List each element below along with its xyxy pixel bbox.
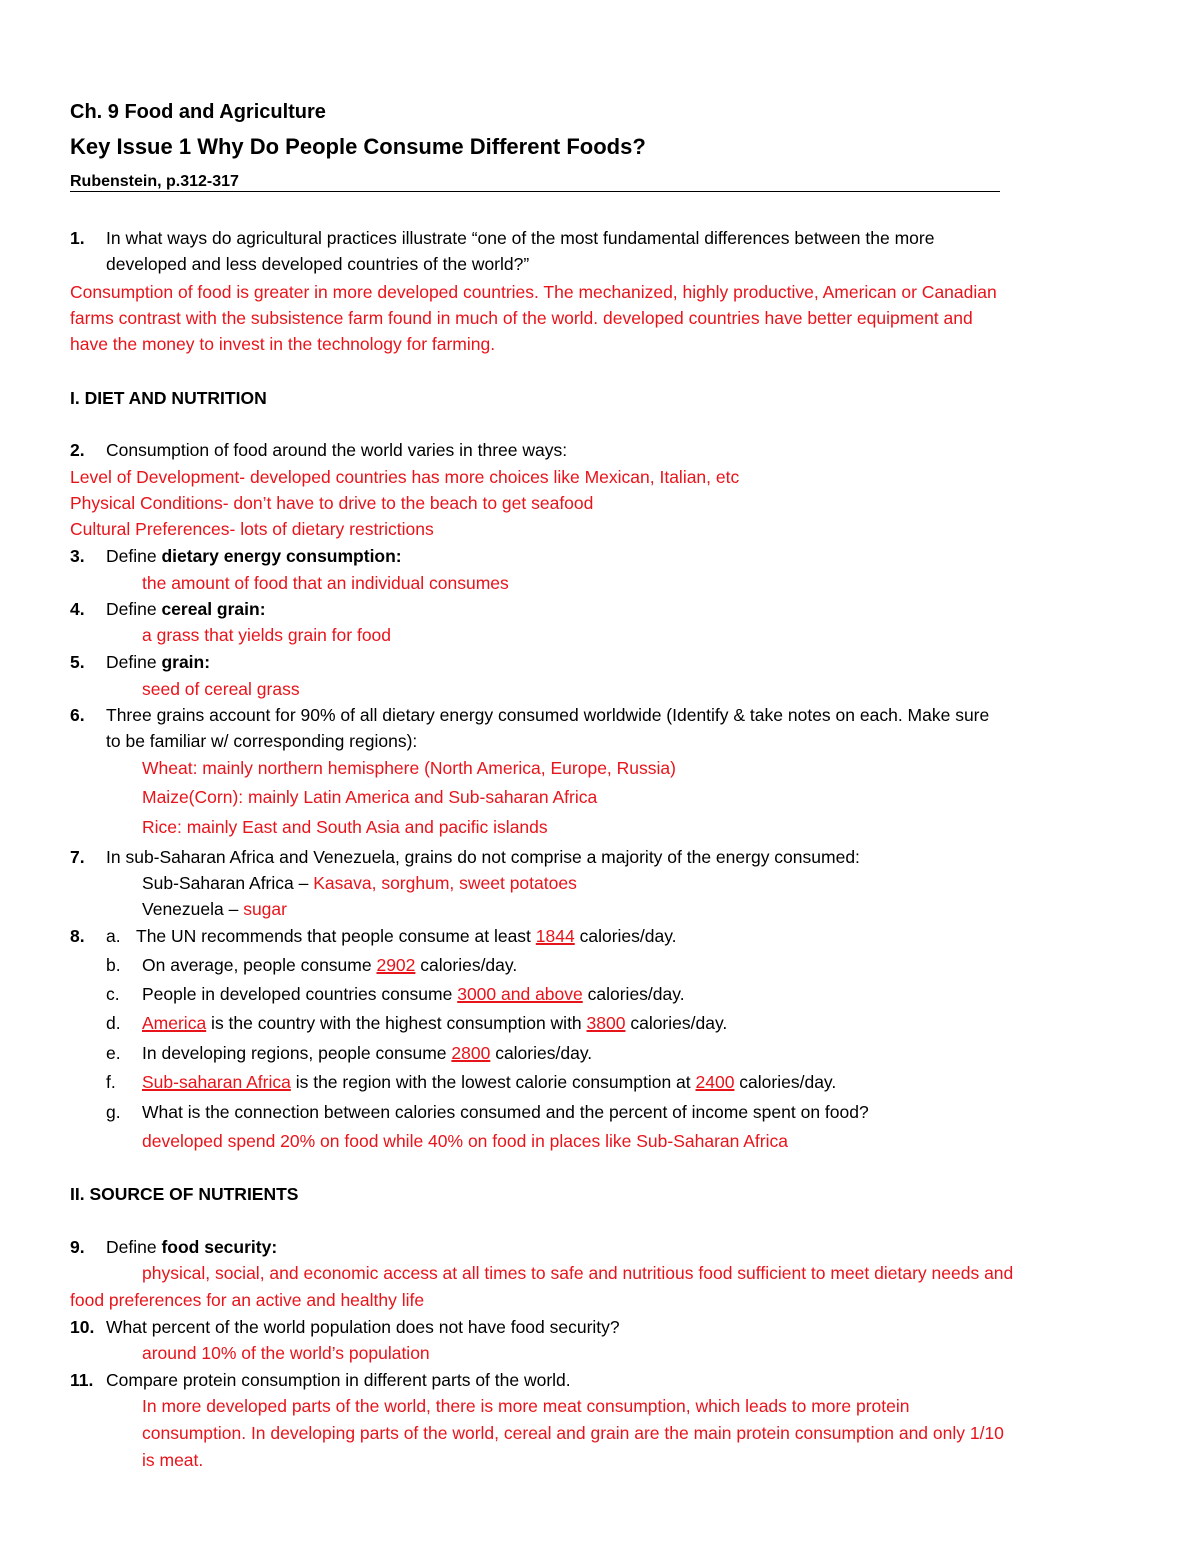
q7-number: 7. <box>70 847 85 867</box>
q8c-pre: People in developed countries consume <box>142 984 458 1004</box>
q7-ssa-answer: Kasava, sorghum, sweet potatoes <box>313 873 577 893</box>
q10-question: What percent of the world population does not have food security? <box>106 1317 620 1337</box>
q8a-pre: The UN recommends that people consume at least <box>136 926 536 946</box>
q8b-letter: b. <box>106 955 121 975</box>
q8a-blank: 1844 <box>535 926 575 946</box>
q8b-line <box>142 953 517 977</box>
q8g-answer: developed spend 20% on food while 40% on food in places like Sub-Saharan Africa <box>142 1131 788 1151</box>
q5-number: 5. <box>70 652 85 672</box>
q8f-mid: is the region with the lowest calorie consumption at <box>290 1072 696 1092</box>
q7-question: In sub-Saharan Africa and Venezuela, grains do not comprise a majority of the energy consumed: <box>106 847 860 867</box>
q3-question <box>106 544 402 568</box>
q1-answer-line3: have the money to invest in the technology for farming. <box>70 334 496 354</box>
q8b-pre: On average, people consume <box>142 955 377 975</box>
q6-answer-wheat: Wheat: mainly northern hemisphere (North America, Europe, Russia) <box>142 758 676 778</box>
q8a-post: calories/day. <box>574 926 677 946</box>
header-divider <box>70 191 1000 192</box>
q6-answer-maize: Maize(Corn): mainly Latin America and Sub-saharan Africa <box>142 787 598 807</box>
q5-prefix: Define <box>106 652 162 672</box>
section-heading-diet: I. DIET AND NUTRITION <box>70 388 267 408</box>
q9-answer-line2: food preferences for an active and healthy life <box>70 1290 425 1310</box>
source-reference: Rubenstein, p.312-317 <box>70 173 239 190</box>
q3-prefix: Define <box>106 546 162 566</box>
q8c-post: calories/day. <box>582 984 685 1004</box>
q8d-post: calories/day. <box>625 1013 728 1033</box>
q9-answer-line1: physical, social, and economic access at all times to safe and nutritious food sufficient to meet dietary needs and <box>142 1263 1014 1283</box>
q8c-blank: 3000 and above <box>457 984 583 1004</box>
q11-question: Compare protein consumption in different parts of the world. <box>106 1370 571 1390</box>
q2-number: 2. <box>70 440 85 460</box>
q10-answer: around 10% of the world’s population <box>142 1343 430 1363</box>
q8f-blank-region: Sub-saharan Africa <box>142 1072 291 1092</box>
q6-number: 6. <box>70 705 85 725</box>
q7-venezuela-answer: sugar <box>243 899 287 919</box>
q8d-mid: is the country with the highest consumption with <box>206 1013 587 1033</box>
q8a-letter: a. <box>106 926 121 946</box>
q8f-line <box>142 1070 836 1094</box>
q8-number: 8. <box>70 926 85 946</box>
q3-number: 3. <box>70 546 85 566</box>
q8b-blank: 2902 <box>376 955 416 975</box>
q8e-blank: 2800 <box>451 1043 491 1063</box>
q2-answer-3: Cultural Preferences- lots of dietary restrictions <box>70 519 434 539</box>
q8b-post: calories/day. <box>415 955 518 975</box>
q4-question <box>106 597 266 621</box>
q11-answer-line2: consumption. In developing parts of the world, cereal and grain are the main protein consumption and only 1/10 <box>142 1423 1004 1443</box>
q9-number: 9. <box>70 1237 85 1257</box>
q1-answer-line2: farms contrast with the subsistence farm found in much of the world. developed countries have better equipment and <box>70 308 973 328</box>
q8d-letter: d. <box>106 1013 121 1033</box>
q5-answer: seed of cereal grass <box>142 679 300 699</box>
q8e-pre: In developing regions, people consume <box>142 1043 452 1063</box>
q8f-blank-calories: 2400 <box>695 1072 735 1092</box>
q3-term: dietary energy consumption: <box>161 546 402 566</box>
section-heading-nutrients: II. SOURCE OF NUTRIENTS <box>70 1184 299 1204</box>
q2-answer-1: Level of Development- developed countries has more choices like Mexican, Italian, etc <box>70 467 740 487</box>
q9-prefix: Define <box>106 1237 162 1257</box>
q11-answer-line3: is meat. <box>142 1450 204 1470</box>
q2-question: Consumption of food around the world varies in three ways: <box>106 440 568 460</box>
q6-answer-rice: Rice: mainly East and South Asia and pacific islands <box>142 817 548 837</box>
q8g-question: What is the connection between calories consumed and the percent of income spent on food? <box>142 1102 869 1122</box>
q7-ssa-line <box>142 871 577 895</box>
q10-number: 10. <box>70 1317 95 1337</box>
page-title: Key Issue 1 Why Do People Consume Different Foods? <box>70 134 646 159</box>
chapter-title: Ch. 9 Food and Agriculture <box>70 101 326 123</box>
q8d-blank-calories: 3800 <box>586 1013 626 1033</box>
q11-number: 11. <box>70 1370 94 1390</box>
q8a-line <box>136 924 677 948</box>
q7-venezuela-label: Venezuela – <box>142 899 244 919</box>
q8g-letter: g. <box>106 1102 121 1122</box>
q2-answer-2: Physical Conditions- don’t have to drive to the beach to get seafood <box>70 493 594 513</box>
q8f-letter: f. <box>106 1072 116 1092</box>
q7-venezuela-line <box>142 897 287 921</box>
q4-prefix: Define <box>106 599 162 619</box>
q8d-blank-country: America <box>142 1013 207 1033</box>
q9-question <box>106 1235 277 1259</box>
q8c-letter: c. <box>106 984 120 1004</box>
q9-term: food security: <box>161 1237 278 1257</box>
q8f-post: calories/day. <box>734 1072 837 1092</box>
q5-term: grain: <box>161 652 211 672</box>
q4-answer: a grass that yields grain for food <box>142 625 392 645</box>
q11-answer-line1: In more developed parts of the world, there is more meat consumption, which leads to more protein <box>142 1396 910 1416</box>
q8e-line <box>142 1041 592 1065</box>
q6-question-line2: to be familiar w/ corresponding regions): <box>106 731 418 751</box>
q1-question-line2: developed and less developed countries of the world?” <box>106 254 530 274</box>
q8d-line <box>142 1011 727 1035</box>
q1-number: 1. <box>70 228 85 248</box>
q8c-line <box>142 982 685 1006</box>
q1-question-line1: In what ways do agricultural practices illustrate “one of the most fundamental differences between the more <box>106 228 935 248</box>
q6-question-line1: Three grains account for 90% of all dietary energy consumed worldwide (Identify & take notes on each. Make sure <box>106 705 990 725</box>
q4-number: 4. <box>70 599 85 619</box>
q8e-letter: e. <box>106 1043 121 1063</box>
q3-answer: the amount of food that an individual consumes <box>142 573 509 593</box>
q1-answer-line1: Consumption of food is greater in more developed countries. The mechanized, highly productive, American or Canadian <box>70 282 997 302</box>
q4-term: cereal grain: <box>161 599 266 619</box>
q7-ssa-label: Sub-Saharan Africa – <box>142 873 314 893</box>
q8e-post: calories/day. <box>490 1043 593 1063</box>
q5-question <box>106 650 210 674</box>
